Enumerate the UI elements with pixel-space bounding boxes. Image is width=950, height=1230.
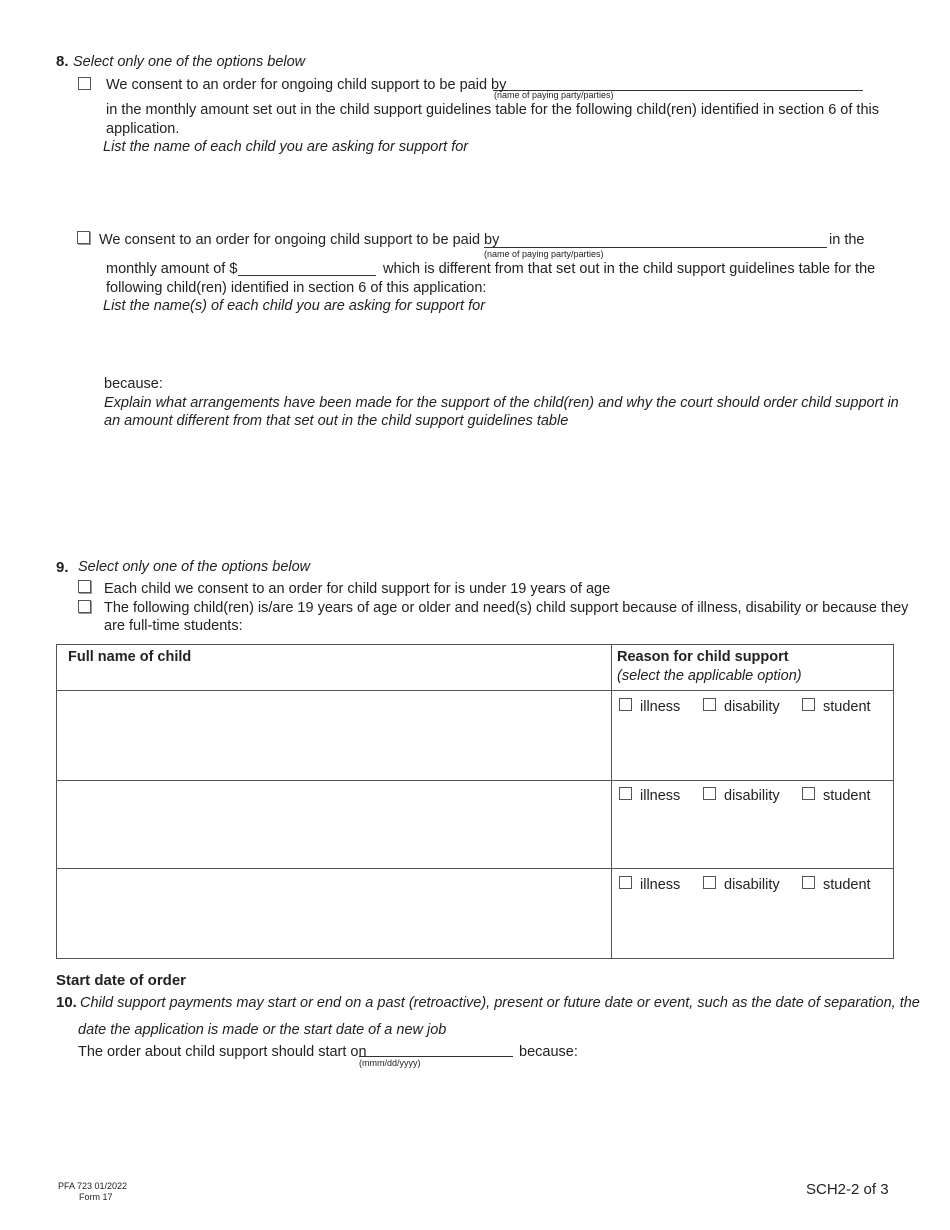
amount-suffix: which is different from that set out in the child support guidelines table for the bbox=[383, 261, 876, 277]
disability-checkbox-1[interactable] bbox=[703, 698, 716, 711]
start-date-reason-area[interactable] bbox=[78, 1068, 888, 1158]
amount-prefix: monthly amount of $ bbox=[106, 261, 238, 277]
option-2-text: We consent to an order for ongoing child support to be paid by bbox=[99, 232, 500, 248]
start-date-because: because: bbox=[519, 1044, 578, 1060]
student-checkbox-3[interactable] bbox=[802, 876, 815, 889]
option-2-checkbox[interactable] bbox=[77, 231, 90, 244]
disability-label-1: disability bbox=[724, 699, 780, 715]
under-19-text: Each child we consent to an order for child support for is under 19 years of age bbox=[104, 581, 611, 597]
section-10-instruction-line1: Child support payments may start or end on a past (retroactive), present or future date or event, such as the date of separation, the bbox=[80, 995, 920, 1011]
option-1-text: We consent to an order for ongoing child support to be paid by bbox=[106, 77, 507, 93]
section-8-instruction: Select only one of the options below bbox=[73, 54, 306, 70]
student-checkbox-1[interactable] bbox=[802, 698, 815, 711]
option-1-children-list-area[interactable] bbox=[103, 158, 883, 228]
start-date-caption: (mmm/dd/yyyy) bbox=[359, 1058, 421, 1068]
paying-party-field-2[interactable] bbox=[484, 247, 827, 248]
start-date-text: The order about child support should start on bbox=[78, 1044, 367, 1060]
explain-instruction-line1: Explain what arrangements have been made for the support of the child(ren) and why the court should order child support in bbox=[104, 395, 899, 411]
child-name-cell-2[interactable] bbox=[57, 781, 611, 868]
start-date-heading: Start date of order bbox=[56, 972, 187, 989]
student-label-2: student bbox=[823, 788, 871, 804]
option-1-text-line2: in the monthly amount set out in the child support guidelines table for the following child(ren) identified in section 6 of this bbox=[106, 102, 879, 118]
section-8-number: 8. bbox=[56, 53, 69, 70]
student-label-1: student bbox=[823, 699, 871, 715]
footer-form-name: Form 17 bbox=[79, 1192, 113, 1202]
option-1-checkbox[interactable] bbox=[78, 77, 91, 90]
section-9-instruction: Select only one of the options below bbox=[78, 559, 311, 575]
illness-label-3: illness bbox=[640, 877, 681, 893]
option-1-text-line3: application. bbox=[106, 121, 180, 137]
student-label-3: student bbox=[823, 877, 871, 893]
over-19-checkbox[interactable] bbox=[78, 600, 91, 613]
paying-party-caption-2: (name of paying party/parties) bbox=[484, 249, 604, 259]
footer-page-label: SCH2-2 of 3 bbox=[806, 1181, 889, 1198]
because-label: because: bbox=[104, 376, 163, 392]
child-name-cell-3[interactable] bbox=[57, 869, 611, 958]
monthly-amount-field[interactable] bbox=[238, 275, 376, 276]
illness-checkbox-1[interactable] bbox=[619, 698, 632, 711]
over-19-text-line2: are full-time students: bbox=[104, 618, 243, 634]
section-10-instruction-line2: date the application is made or the start date of a new job bbox=[78, 1022, 447, 1038]
start-date-field[interactable] bbox=[359, 1056, 513, 1057]
disability-checkbox-2[interactable] bbox=[703, 787, 716, 800]
section-10-number: 10. bbox=[56, 994, 77, 1011]
over-19-text-line1: The following child(ren) is/are 19 years of age or older and need(s) child support because of illness, disability or because they bbox=[104, 600, 909, 616]
disability-label-2: disability bbox=[724, 788, 780, 804]
col-header-name: Full name of child bbox=[68, 649, 192, 665]
child-name-cell-1[interactable] bbox=[57, 691, 611, 780]
footer-form-code: PFA 723 01/2022 bbox=[58, 1181, 128, 1191]
option-2-text-line3: following child(ren) identified in section 6 of this application: bbox=[106, 280, 487, 296]
illness-checkbox-2[interactable] bbox=[619, 787, 632, 800]
disability-label-3: disability bbox=[724, 877, 780, 893]
option-1-list-instruction: List the name of each child you are asking for support for bbox=[103, 139, 469, 155]
option-2-list-instruction: List the name(s) of each child you are asking for support for bbox=[103, 298, 486, 314]
paying-party-caption-1: (name of paying party/parties) bbox=[494, 90, 614, 100]
col-header-reason: Reason for child support bbox=[617, 649, 789, 665]
explain-instruction-line2: an amount different from that set out in the child support guidelines table bbox=[104, 413, 569, 429]
option-2-children-list-area[interactable] bbox=[103, 318, 883, 370]
under-19-checkbox[interactable] bbox=[78, 580, 91, 593]
disability-checkbox-3[interactable] bbox=[703, 876, 716, 889]
section-9-number: 9. bbox=[56, 559, 69, 576]
illness-checkbox-3[interactable] bbox=[619, 876, 632, 889]
option-2-text-after: in the bbox=[829, 232, 865, 248]
student-checkbox-2[interactable] bbox=[802, 787, 815, 800]
illness-label-2: illness bbox=[640, 788, 681, 804]
illness-label-1: illness bbox=[640, 699, 681, 715]
explanation-area[interactable] bbox=[104, 435, 884, 545]
col-subheader-reason: (select the applicable option) bbox=[617, 668, 802, 684]
